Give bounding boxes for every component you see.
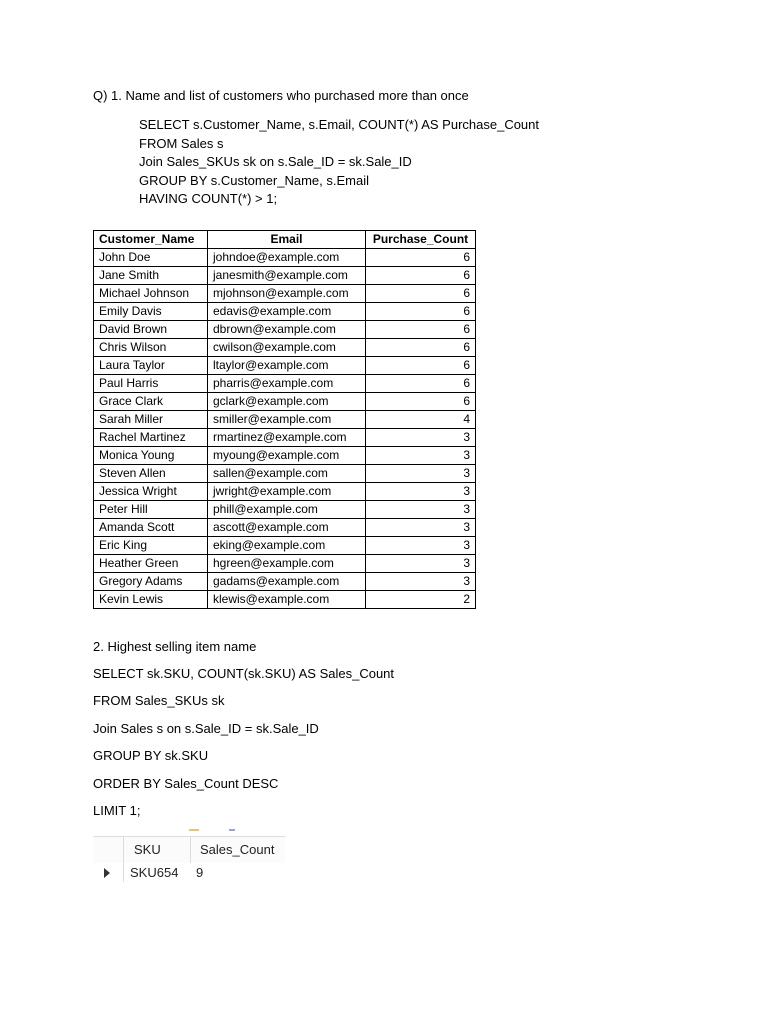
table-row xyxy=(94,483,476,501)
cell-purchase-count: 6 xyxy=(366,321,476,339)
cell-email: johndoe@example.com xyxy=(208,249,366,267)
table-row xyxy=(94,321,476,339)
cell-purchase-count: 6 xyxy=(366,249,476,267)
table-row xyxy=(94,375,476,393)
cell-customer-name: Gregory Adams xyxy=(94,573,208,591)
table-row xyxy=(94,303,476,321)
header-customer-name: Customer_Name xyxy=(94,231,208,249)
sql-line: Join Sales_SKUs sk on s.Sale_ID = sk.Sale_ID xyxy=(139,154,412,169)
sql-line: ORDER BY Sales_Count DESC xyxy=(93,775,279,791)
cell-purchase-count: 4 xyxy=(366,411,476,429)
table-row xyxy=(94,519,476,537)
sql-line: LIMIT 1; xyxy=(93,802,141,818)
table-row xyxy=(94,285,476,303)
cell-customer-name: Emily Davis xyxy=(94,303,208,321)
result-grid-header xyxy=(93,836,285,864)
cell-purchase-count: 6 xyxy=(366,339,476,357)
cell-email: sallen@example.com xyxy=(208,465,366,483)
cell-purchase-count: 6 xyxy=(366,285,476,303)
cell-email: gadams@example.com xyxy=(208,573,366,591)
table-row xyxy=(94,267,476,285)
table-body xyxy=(94,249,476,609)
cell-customer-name: Grace Clark xyxy=(94,393,208,411)
cell-purchase-count: 6 xyxy=(366,375,476,393)
cell-customer-name: Chris Wilson xyxy=(94,339,208,357)
table-row xyxy=(94,339,476,357)
cell-purchase-count: 6 xyxy=(366,303,476,321)
cell-purchase-count: 3 xyxy=(366,555,476,573)
query-2-sql xyxy=(93,666,394,830)
row-gutter xyxy=(93,837,124,863)
cell-purchase-count: 3 xyxy=(366,429,476,447)
sql-line: Join Sales s on s.Sale_ID = sk.Sale_ID xyxy=(93,720,319,736)
table-row xyxy=(94,429,476,447)
sql-line: GROUP BY s.Customer_Name, s.Email xyxy=(139,172,369,188)
current-row-arrow-icon xyxy=(104,868,110,878)
cell-email: cwilson@example.com xyxy=(208,339,366,357)
cell-customer-name: Heather Green xyxy=(94,555,208,573)
cell-purchase-count: 2 xyxy=(366,591,476,609)
column-divider xyxy=(190,837,191,863)
cell-email: smiller@example.com xyxy=(208,411,366,429)
cell-customer-name: Paul Harris xyxy=(94,375,208,393)
cell-purchase-count: 6 xyxy=(366,393,476,411)
cell-customer-name: Eric King xyxy=(94,537,208,555)
cell-customer-name: Kevin Lewis xyxy=(94,591,208,609)
result-grid-screenshot xyxy=(93,826,285,882)
column-header-sales-count[interactable]: Sales_Count xyxy=(200,842,275,857)
cell-purchase-count: 6 xyxy=(366,357,476,375)
cell-customer-name: Jane Smith xyxy=(94,267,208,285)
customers-results-table xyxy=(93,230,476,609)
cell-email: eking@example.com xyxy=(208,537,366,555)
table-row xyxy=(94,357,476,375)
header-purchase-count: Purchase_Count xyxy=(366,231,476,249)
cell-purchase-count: 3 xyxy=(366,537,476,555)
table-row xyxy=(94,501,476,519)
table-row xyxy=(94,465,476,483)
table-row xyxy=(94,573,476,591)
cell-customer-name: Sarah Miller xyxy=(94,411,208,429)
sql-line: GROUP BY sk.SKU xyxy=(93,748,209,764)
cell-customer-name: Michael Johnson xyxy=(94,285,208,303)
cell-purchase-count: 3 xyxy=(366,573,476,591)
cell-customer-name: Monica Young xyxy=(94,447,208,465)
cell-email: dbrown@example.com xyxy=(208,321,366,339)
cell-purchase-count: 3 xyxy=(366,483,476,501)
cell-purchase-count: 6 xyxy=(366,267,476,285)
cell-customer-name: Laura Taylor xyxy=(94,357,208,375)
cell-email: mjohnson@example.com xyxy=(208,285,366,303)
cell-email: ltaylor@example.com xyxy=(208,357,366,375)
table-header-row xyxy=(94,231,476,249)
cell-email: hgreen@example.com xyxy=(208,555,366,573)
sql-line: SELECT s.Customer_Name, s.Email, COUNT(*) AS Purchase_Count xyxy=(139,117,540,132)
cell-customer-name: John Doe xyxy=(94,249,208,267)
toolbar-fragment xyxy=(93,826,285,834)
cell-email: pharris@example.com xyxy=(208,375,366,393)
cell-purchase-count: 3 xyxy=(366,447,476,465)
sql-line: FROM Sales_SKUs sk xyxy=(93,693,225,709)
cell-sku[interactable]: SKU654 xyxy=(130,865,179,880)
cell-email: klewis@example.com xyxy=(208,591,366,609)
toolbar-icon xyxy=(189,829,199,831)
table-row xyxy=(94,411,476,429)
column-header-sku[interactable]: SKU xyxy=(134,842,161,857)
question-2-title: 2. Highest selling item name xyxy=(93,639,257,654)
cell-email: rmartinez@example.com xyxy=(208,429,366,447)
sql-line: SELECT sk.SKU, COUNT(sk.SKU) AS Sales_Count xyxy=(93,666,395,681)
table-row xyxy=(94,447,476,465)
cell-sales-count[interactable]: 9 xyxy=(196,865,204,880)
cell-email: jwright@example.com xyxy=(208,483,366,501)
header-email: Email xyxy=(208,231,366,249)
cell-purchase-count: 3 xyxy=(366,501,476,519)
cell-purchase-count: 3 xyxy=(366,465,476,483)
query-1-sql xyxy=(139,116,539,209)
cell-email: phill@example.com xyxy=(208,501,366,519)
cell-customer-name: Rachel Martinez xyxy=(94,429,208,447)
result-grid-row[interactable] xyxy=(93,863,285,882)
toolbar-icon xyxy=(229,829,235,831)
cell-customer-name: Peter Hill xyxy=(94,501,208,519)
cell-email: janesmith@example.com xyxy=(208,267,366,285)
cell-customer-name: David Brown xyxy=(94,321,208,339)
cell-customer-name: Jessica Wright xyxy=(94,483,208,501)
cell-email: ascott@example.com xyxy=(208,519,366,537)
row-gutter xyxy=(93,863,124,882)
table-row xyxy=(94,393,476,411)
table-row xyxy=(94,591,476,609)
table-row xyxy=(94,249,476,267)
question-1-title: Q) 1. Name and list of customers who purchased more than once xyxy=(93,88,469,103)
cell-customer-name: Steven Allen xyxy=(94,465,208,483)
sql-line: FROM Sales s xyxy=(139,135,224,151)
sql-line: HAVING COUNT(*) > 1; xyxy=(139,191,278,206)
cell-email: gclark@example.com xyxy=(208,393,366,411)
cell-email: edavis@example.com xyxy=(208,303,366,321)
cell-purchase-count: 3 xyxy=(366,519,476,537)
table-row xyxy=(94,537,476,555)
cell-email: myoung@example.com xyxy=(208,447,366,465)
cell-customer-name: Amanda Scott xyxy=(94,519,208,537)
table-row xyxy=(94,555,476,573)
